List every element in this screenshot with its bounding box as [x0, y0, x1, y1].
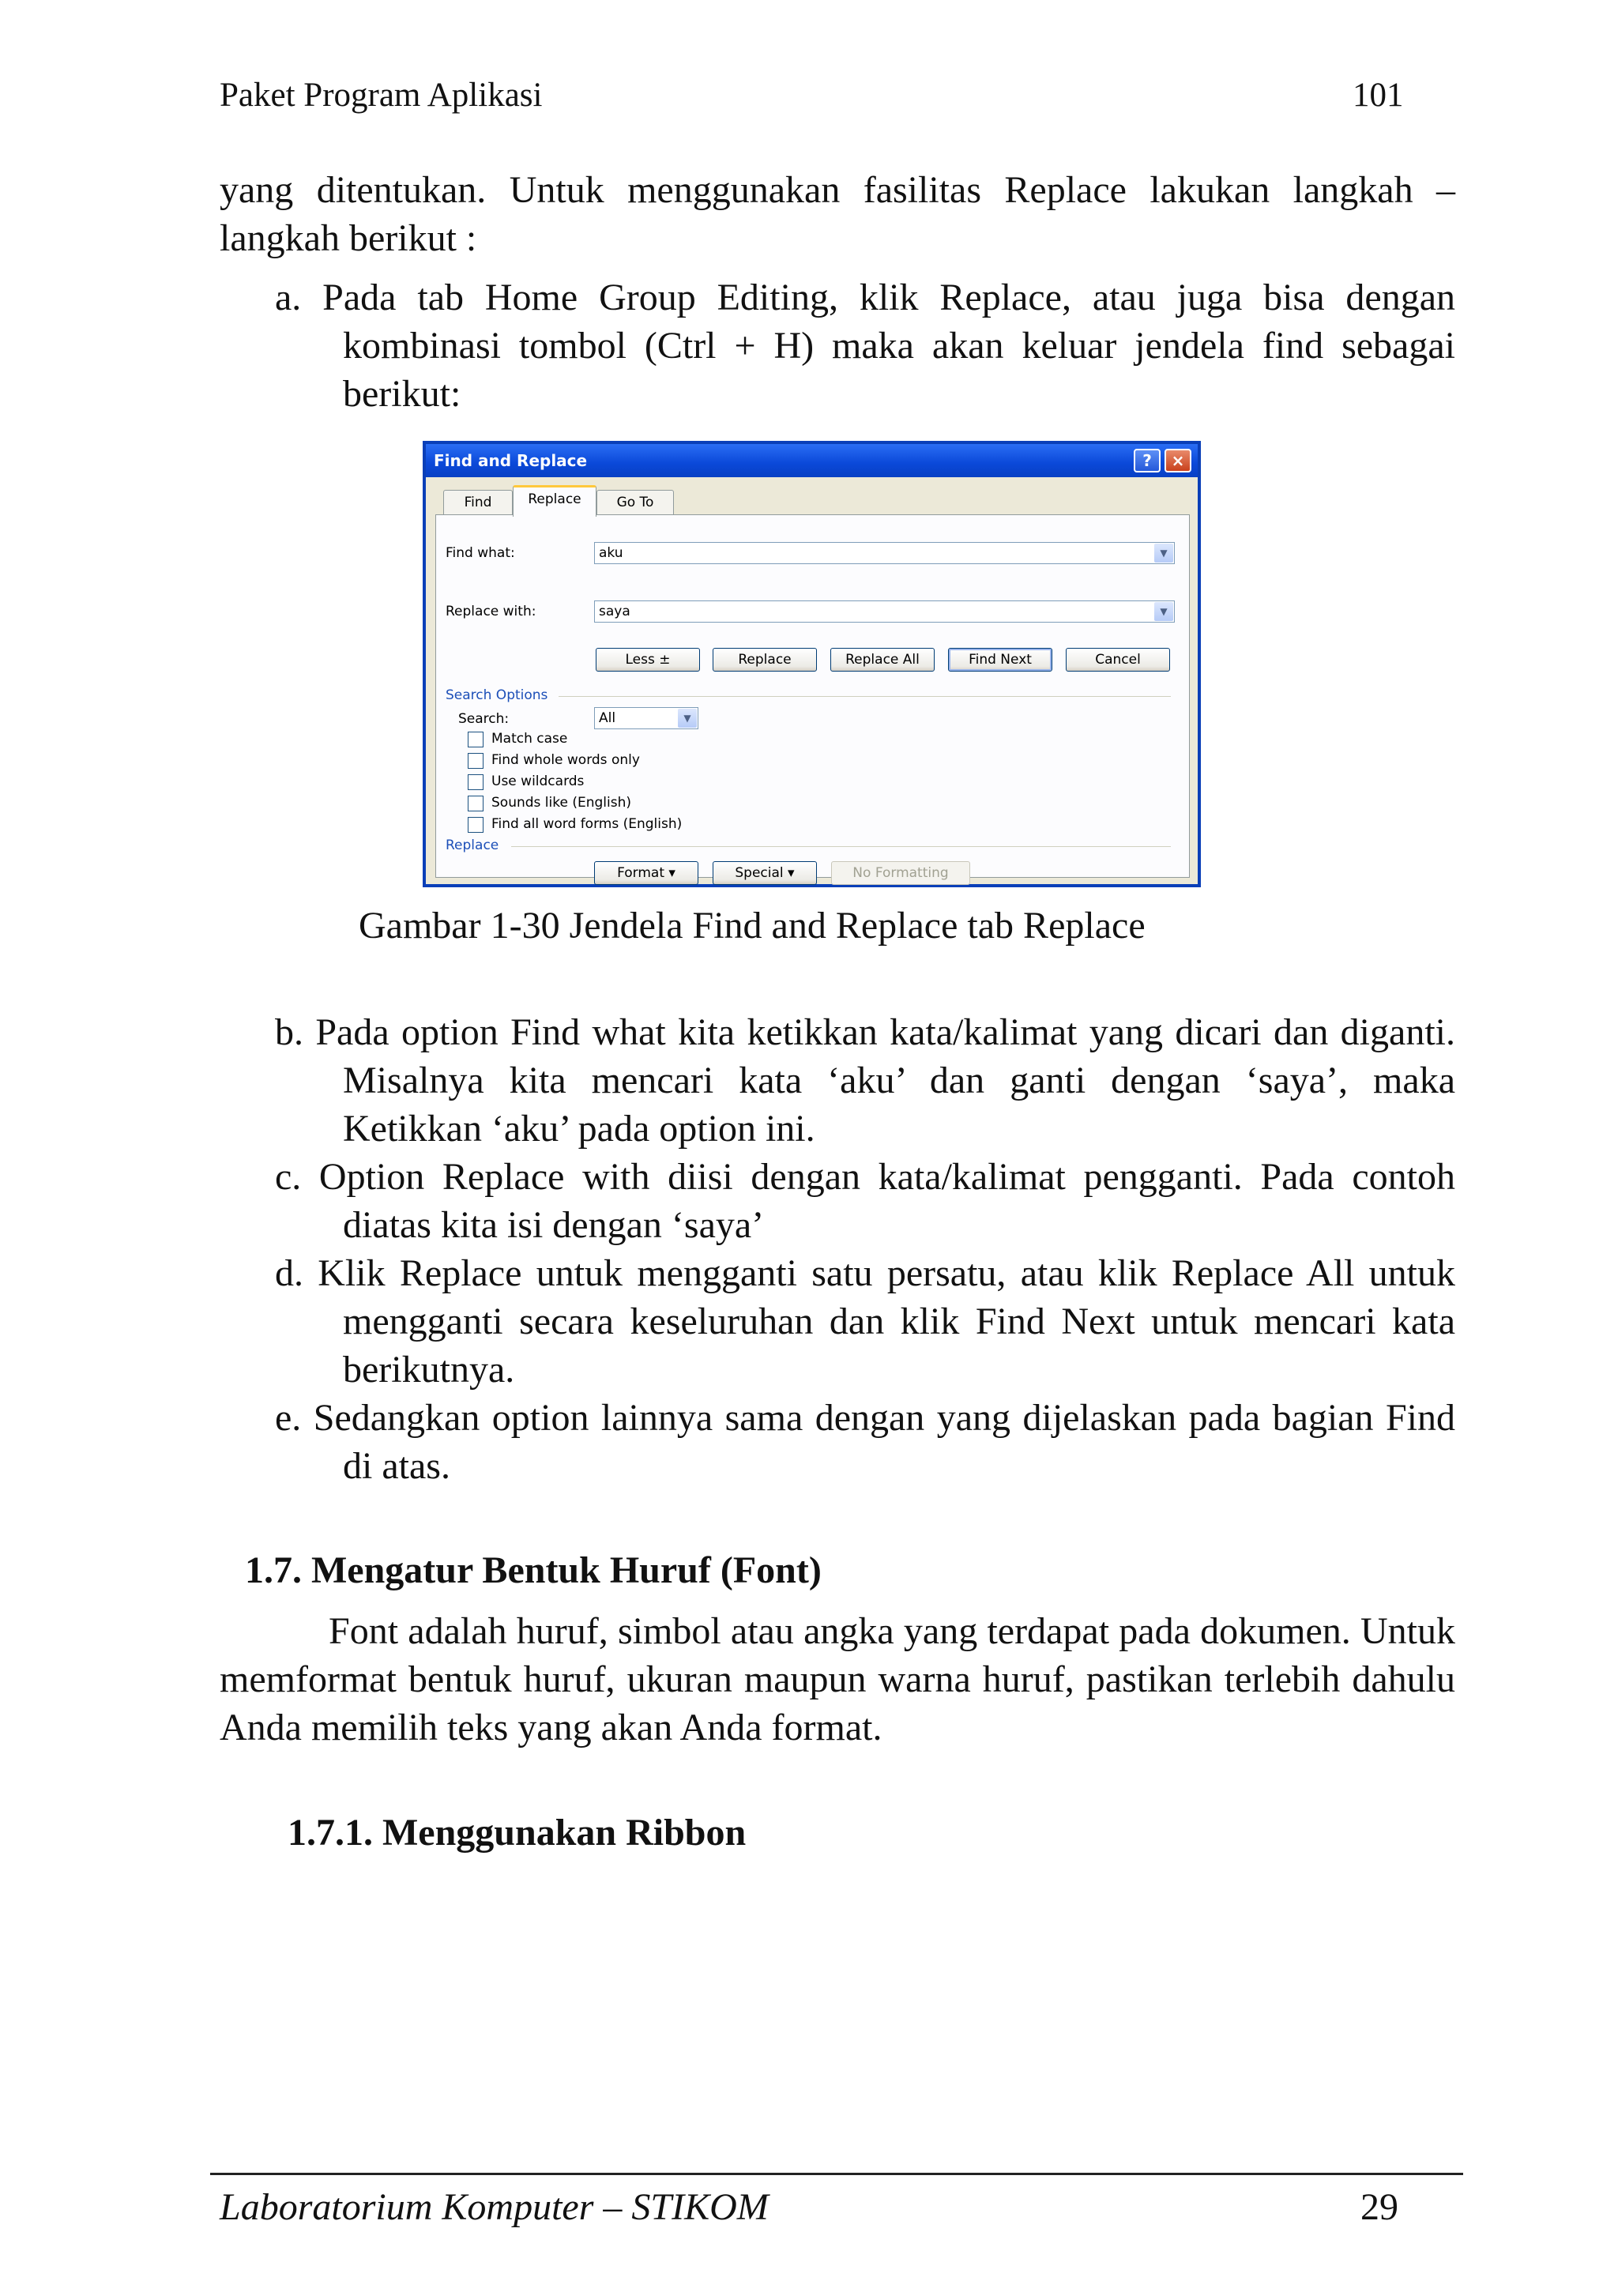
word-forms-checkbox[interactable] — [468, 817, 484, 833]
section-heading: 1.7. Mengatur Bentuk Huruf (Font) — [245, 1549, 822, 1591]
replace-with-combobox[interactable] — [594, 600, 1175, 623]
replace-tab-panel — [435, 514, 1190, 881]
footer-page-number: 29 — [1360, 2186, 1398, 2228]
step-b: b. Pada option Find what kita ketikkan kata/kalimat yang dicari dan diganti. Misalnya kita mencari kata ‘aku’ dan ganti dengan ‘saya’, maka Ketikkan ‘aku’ pada option ini. — [275, 1011, 1455, 1150]
search-direction-select[interactable] — [594, 707, 698, 729]
replace-with-label: Replace with: — [446, 604, 536, 619]
use-wildcards-checkbox[interactable] — [468, 774, 484, 790]
replace-button[interactable]: Replace — [713, 648, 817, 672]
running-header-title: Paket Program Aplikasi — [220, 77, 543, 114]
search-label: Search: — [458, 711, 510, 727]
intro-paragraph: yang ditentukan. Untuk menggunakan fasilitas Replace lakukan langkah – langkah berikut : — [220, 169, 1455, 259]
whole-words-checkbox[interactable] — [468, 753, 484, 769]
step-c: c. Option Replace with diisi dengan kata/kalimat pengganti. Pada contoh diatas kita isi dengan ‘saya’ — [275, 1156, 1455, 1246]
replace-all-button[interactable]: Replace All — [830, 648, 935, 672]
figure-caption: Gambar 1-30 Jendela Find and Replace tab Replace — [359, 905, 1146, 947]
search-options-label: Search Options — [446, 687, 548, 703]
cancel-button[interactable]: Cancel — [1066, 648, 1170, 672]
less-button[interactable]: Less ± — [596, 648, 700, 672]
dialog-title: Find and Replace — [434, 451, 588, 470]
help-icon[interactable]: ? — [1134, 449, 1161, 472]
search-direction-value: All — [599, 710, 616, 726]
replace-with-value: saya — [599, 604, 630, 619]
section-paragraph: Font adalah huruf, simbol atau angka yang terdapat pada dokumen. Untuk memformat bentuk huruf, ukuran maupun warna huruf, pastikan terlebih dahulu Anda memilih teks yang akan Anda format. — [220, 1610, 1455, 1748]
use-wildcards-label: Use wildcards — [491, 773, 585, 789]
tab-find[interactable]: Find — [443, 490, 513, 515]
format-button[interactable]: Format ▾ — [594, 861, 698, 885]
special-button[interactable]: Special ▾ — [713, 861, 817, 885]
subsection-heading: 1.7.1. Menggunakan Ribbon — [288, 1812, 747, 1854]
tab-go-to[interactable]: Go To — [596, 490, 674, 515]
section-divider — [511, 846, 1171, 847]
match-case-label: Match case — [491, 731, 568, 747]
chevron-down-icon[interactable]: ▼ — [678, 709, 697, 728]
dialog-title-bar — [426, 444, 1198, 477]
chevron-down-icon[interactable]: ▼ — [1154, 602, 1173, 621]
sounds-like-checkbox[interactable] — [468, 796, 484, 811]
running-header-page-number: 101 — [1353, 77, 1404, 114]
chevron-down-icon[interactable]: ▼ — [1154, 544, 1173, 563]
find-what-combobox[interactable] — [594, 542, 1175, 564]
close-icon[interactable]: × — [1165, 449, 1191, 472]
footer-text: Laboratorium Komputer – STIKOM — [220, 2186, 769, 2228]
no-formatting-button[interactable]: No Formatting — [831, 861, 970, 885]
find-what-value: aku — [599, 545, 623, 561]
replace-section-label: Replace — [446, 837, 499, 853]
footer-rule — [210, 2173, 1463, 2175]
word-forms-label: Find all word forms (English) — [491, 816, 683, 832]
step-a: a. Pada tab Home Group Editing, klik Replace, atau juga bisa dengan kombinasi tombol (Ctrl + H) maka akan keluar jendela find sebagai berikut: — [275, 277, 1455, 415]
tab-replace[interactable]: Replace — [513, 485, 596, 517]
find-replace-dialog-figure — [423, 441, 1201, 887]
step-e: e. Sedangkan option lainnya sama dengan yang dijelaskan pada bagian Find di atas. — [275, 1397, 1455, 1487]
section-divider — [559, 696, 1171, 697]
sounds-like-label: Sounds like (English) — [491, 795, 631, 811]
find-next-button[interactable]: Find Next — [948, 648, 1052, 672]
whole-words-label: Find whole words only — [491, 752, 640, 768]
match-case-checkbox[interactable] — [468, 732, 484, 747]
find-what-label: Find what: — [446, 545, 515, 561]
step-d: d. Klik Replace untuk mengganti satu persatu, atau klik Replace All untuk mengganti secara keseluruhan dan klik Find Next untuk mencari kata berikutnya. — [275, 1252, 1455, 1391]
